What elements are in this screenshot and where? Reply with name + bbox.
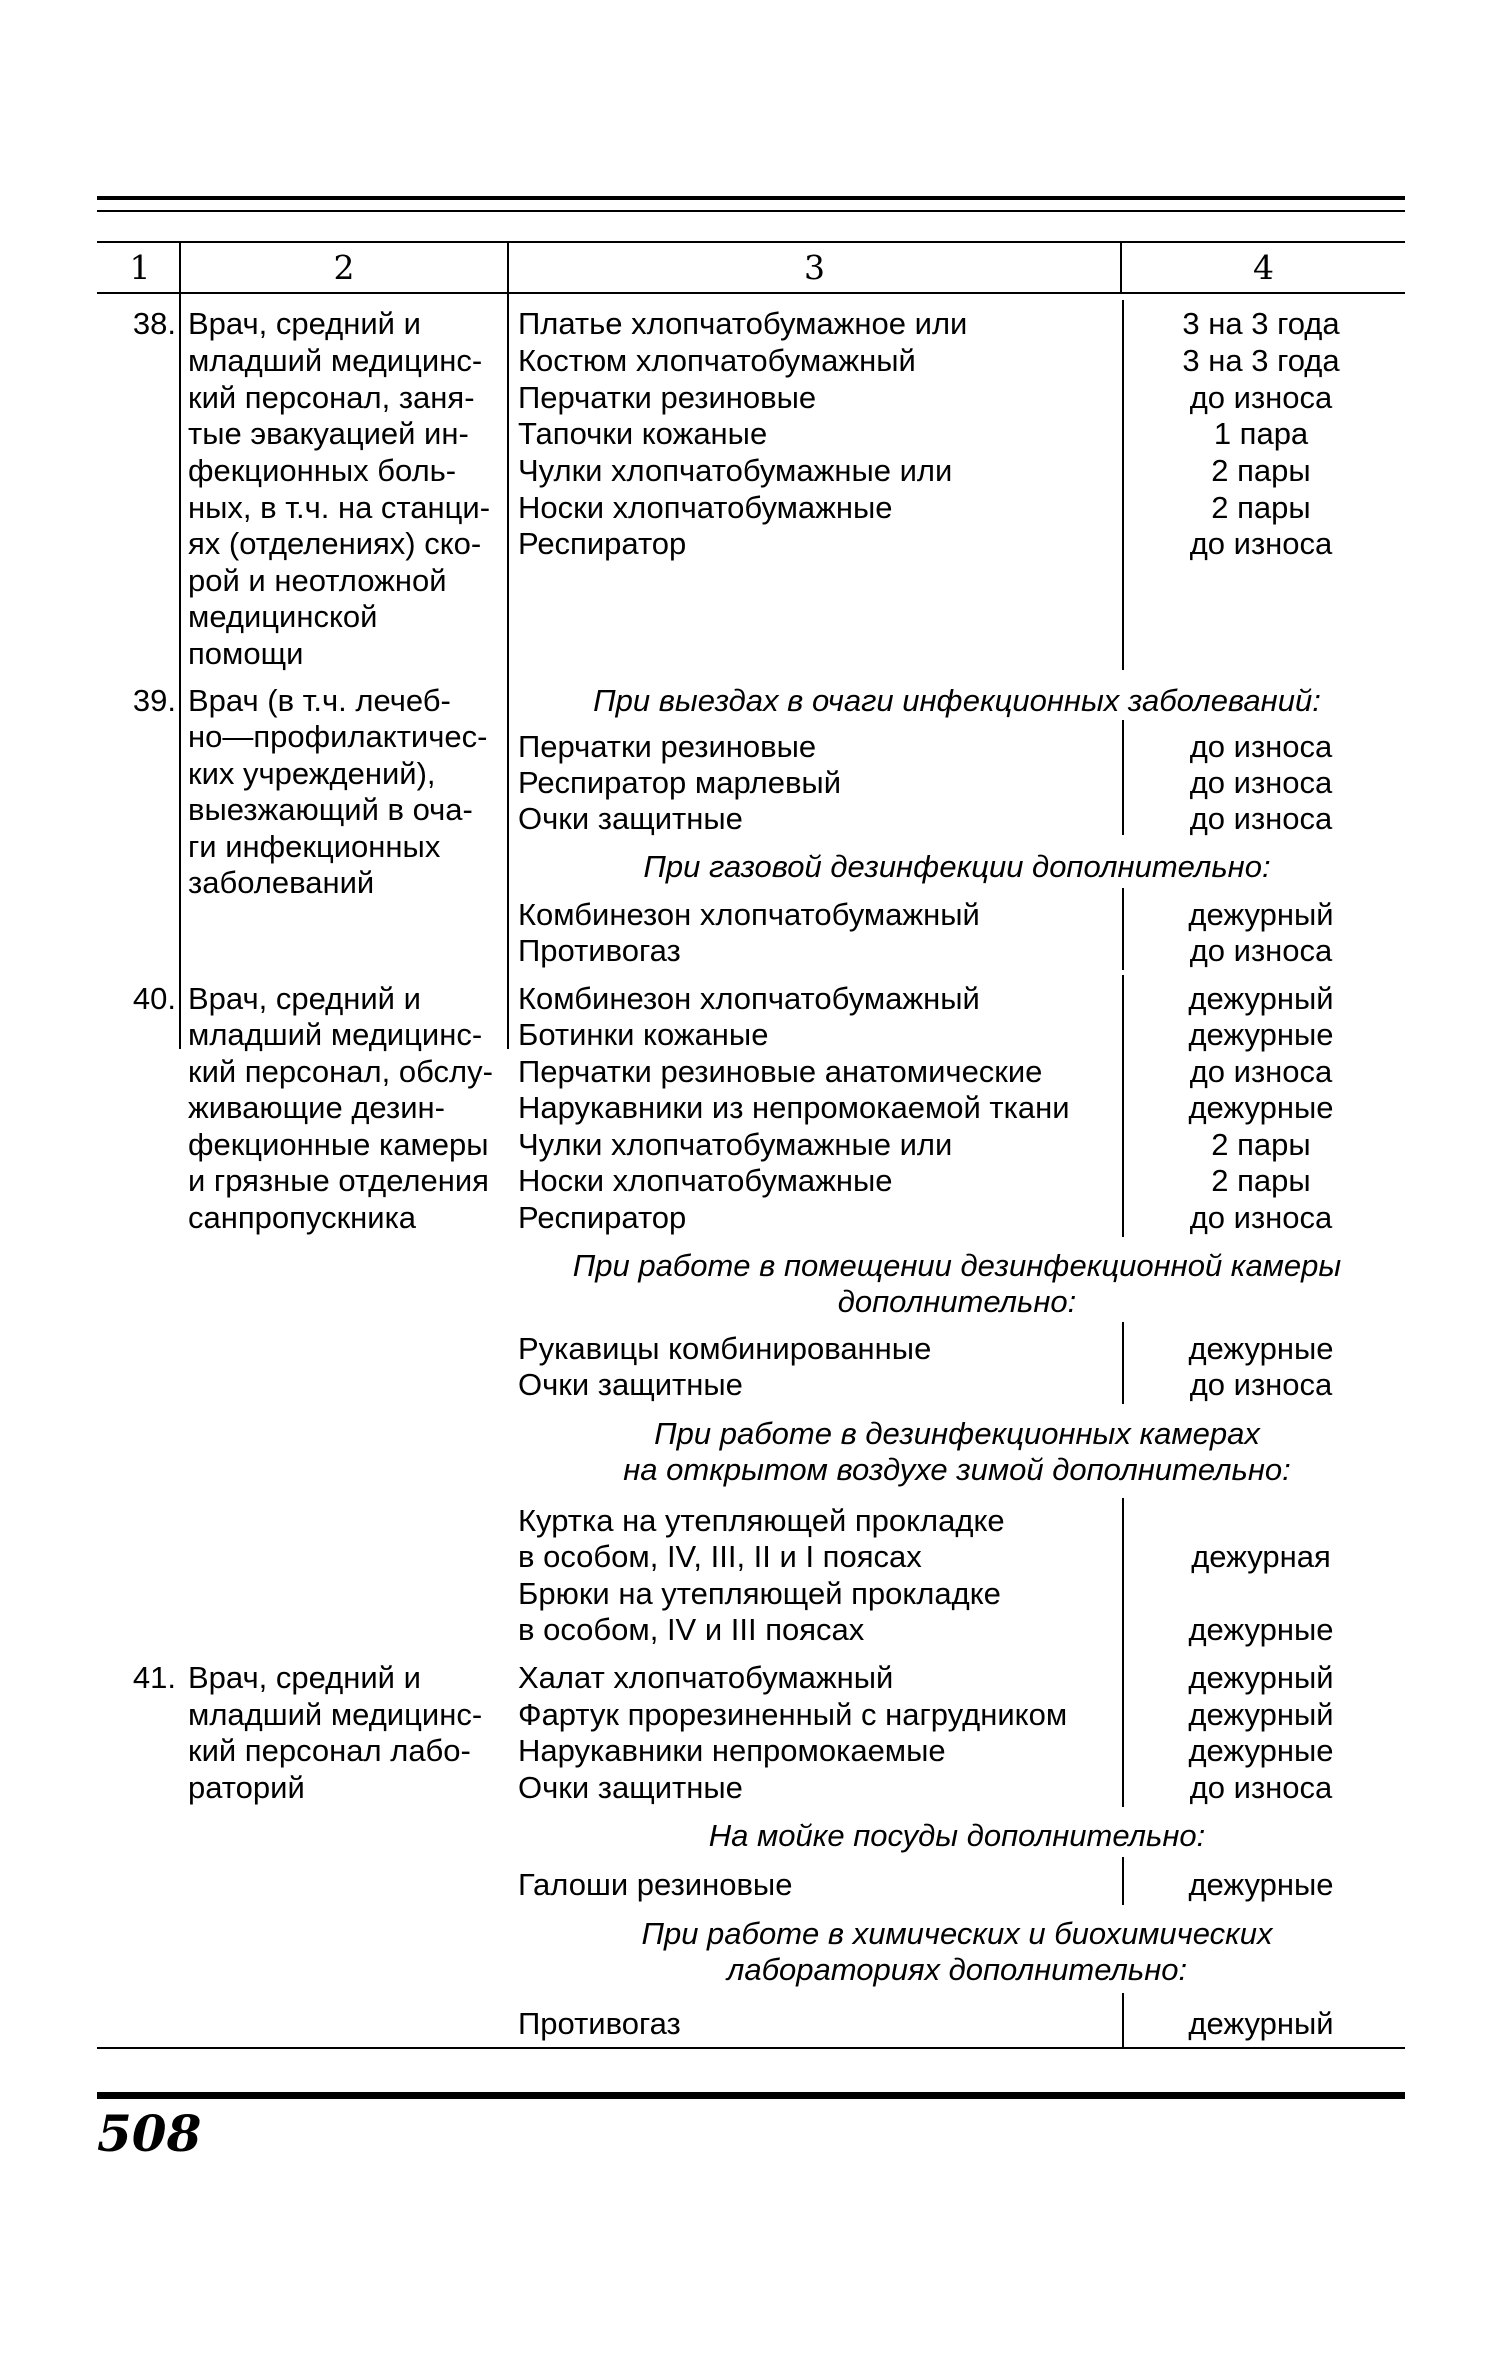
row-description-line: Врач (в т.ч. лечеб- xyxy=(188,683,451,718)
item-norm: до износа xyxy=(1189,1054,1333,1089)
item-name: Чулки хлопчатобумажные или xyxy=(518,453,953,488)
row-description-line: фекционные камеры xyxy=(188,1127,489,1162)
item-norm: дежурный xyxy=(1188,981,1334,1016)
item-norm: 2 пары xyxy=(1211,1163,1311,1198)
page-number: 508 xyxy=(97,2104,202,2163)
section-title: При газовой дезинфекции дополнительно: xyxy=(643,849,1271,884)
section-title: лабораториях дополнительно: xyxy=(726,1952,1188,1987)
item-name: Противогаз xyxy=(518,2006,681,2041)
item-norm: дежурный xyxy=(1188,897,1334,932)
item-name: Галоши резиновые xyxy=(518,1867,793,1902)
item-norm: дежурная xyxy=(1191,1539,1331,1574)
item-name: Ботинки кожаные xyxy=(518,1017,769,1052)
item-name: Фартук прорезиненный с нагрудником xyxy=(518,1697,1068,1732)
item-norm: до износа xyxy=(1189,1367,1333,1402)
item-name: Халат хлопчатобумажный xyxy=(518,1660,894,1695)
item-norm: дежурные xyxy=(1188,1867,1334,1902)
col-divider-3-segment xyxy=(1122,1498,1124,1650)
row-description-line: рой и неотложной xyxy=(188,563,447,598)
item-norm: до износа xyxy=(1189,1200,1333,1235)
header-col-3: 3 xyxy=(804,248,825,287)
row-description-line: выезжающий в оча- xyxy=(188,792,473,827)
row-description-line: ях (отделениях) ско- xyxy=(188,526,482,561)
item-name: в особом, IV и III поясах xyxy=(518,1612,865,1647)
row-description-line: заболеваний xyxy=(188,865,375,900)
item-norm: 3 на 3 года xyxy=(1182,306,1340,341)
row-description-line: кий персонал, обслу- xyxy=(188,1054,493,1089)
item-norm: до износа xyxy=(1189,729,1333,764)
header-col-2: 2 xyxy=(333,248,355,287)
row-number: 39. xyxy=(132,683,176,718)
row-description-line: кий персонал, заня- xyxy=(188,380,475,415)
section-title: При выездах в очаги инфекционных заболеваний: xyxy=(593,683,1321,718)
col-divider-3-segment xyxy=(1122,300,1124,670)
row-description-line: кий персонал лабо- xyxy=(188,1733,471,1768)
table-top-border xyxy=(97,241,1405,243)
row-description-line: раторий xyxy=(188,1770,305,1805)
col-divider-3-segment xyxy=(1122,888,1124,970)
item-norm: до износа xyxy=(1189,801,1333,836)
item-name: Платье хлопчатобумажное или xyxy=(518,306,968,341)
col-divider-3-segment xyxy=(1122,720,1124,835)
item-norm: дежурные xyxy=(1188,1612,1334,1647)
item-norm: дежурный xyxy=(1188,1660,1334,1695)
item-name: Костюм хлопчатобумажный xyxy=(518,343,916,378)
item-name: Брюки на утепляющей прокладке xyxy=(518,1576,1001,1611)
section-title: При работе в помещении дезинфекционной камеры xyxy=(572,1248,1342,1283)
col-divider-1 xyxy=(179,241,181,1049)
item-name: Носки хлопчатобумажные xyxy=(518,1163,893,1198)
row-description-line: Врач, средний и xyxy=(188,981,421,1016)
item-name: в особом, IV, III, II и I поясах xyxy=(518,1539,922,1574)
item-name: Перчатки резиновые xyxy=(518,729,817,764)
row-description-line: младший медицинс- xyxy=(188,343,483,378)
section-title: При работе в химических и биохимических xyxy=(641,1916,1273,1951)
section-title: дополнительно: xyxy=(837,1284,1077,1319)
footer-rule xyxy=(97,2092,1405,2099)
section-title: на открытом воздухе зимой дополнительно: xyxy=(623,1452,1291,1487)
top-rule-2 xyxy=(97,210,1405,212)
item-norm: до износа xyxy=(1189,933,1333,968)
row-description-line: младший медицинс- xyxy=(188,1017,483,1052)
item-name: Перчатки резиновые анатомические xyxy=(518,1054,1043,1089)
item-name: Комбинезон хлопчатобумажный xyxy=(518,981,980,1016)
item-norm: до износа xyxy=(1189,380,1333,415)
item-name: Перчатки резиновые xyxy=(518,380,817,415)
row-description-line: санпропускника xyxy=(188,1200,417,1235)
item-norm: дежурные xyxy=(1188,1090,1334,1125)
table-bottom-border xyxy=(97,2047,1405,2049)
item-name: Очки защитные xyxy=(518,1367,743,1402)
row-number: 38. xyxy=(132,306,176,341)
item-norm: дежурные xyxy=(1188,1733,1334,1768)
item-name: Нарукавники непромокаемые xyxy=(518,1733,946,1768)
item-norm: 3 на 3 года xyxy=(1182,343,1340,378)
item-norm: дежурные xyxy=(1188,1017,1334,1052)
row-description-line: Врач, средний и xyxy=(188,1660,421,1695)
item-norm: 2 пары xyxy=(1211,1127,1311,1162)
item-name: Комбинезон хлопчатобумажный xyxy=(518,897,980,932)
item-name: Тапочки кожаные xyxy=(518,416,768,451)
section-title: На мойке посуды дополнительно: xyxy=(708,1818,1206,1853)
row-description-line: и грязные отделения xyxy=(188,1163,489,1198)
item-name: Нарукавники из непромокаемой ткани xyxy=(518,1090,1070,1125)
col-divider-3-segment xyxy=(1122,1993,1124,2047)
item-name: Очки защитные xyxy=(518,801,743,836)
row-number: 41. xyxy=(132,1660,176,1695)
item-name: Респиратор xyxy=(518,1200,687,1235)
col-divider-3-segment xyxy=(1122,1650,1124,1807)
item-norm: дежурный xyxy=(1188,1697,1334,1732)
row-description-line: ных, в т.ч. на станци- xyxy=(188,490,491,525)
item-norm: дежурные xyxy=(1188,1331,1334,1366)
item-name: Чулки хлопчатобумажные или xyxy=(518,1127,953,1162)
item-norm: до износа xyxy=(1189,1770,1333,1805)
item-norm: 2 пары xyxy=(1211,453,1311,488)
row-description-line: тые эвакуацией ин- xyxy=(188,416,469,451)
section-title: При работе в дезинфекционных камерах xyxy=(654,1416,1260,1451)
col-divider-3-segment xyxy=(1122,1322,1124,1404)
top-rule-1 xyxy=(97,196,1405,200)
row-description-line: младший медицинс- xyxy=(188,1697,483,1732)
item-name: Куртка на утепляющей прокладке xyxy=(518,1503,1005,1538)
item-name: Противогаз xyxy=(518,933,681,968)
row-description-line: ги инфекционных xyxy=(188,829,441,864)
item-name: Носки хлопчатобумажные xyxy=(518,490,893,525)
col-divider-3-segment xyxy=(1122,975,1124,1237)
item-norm: до износа xyxy=(1189,526,1333,561)
item-name: Респиратор марлевый xyxy=(518,765,842,800)
item-norm: дежурный xyxy=(1188,2006,1334,2041)
header-col-1: 1 xyxy=(129,248,151,287)
row-description-line: живающие дезин- xyxy=(188,1090,445,1125)
col-divider-2 xyxy=(507,241,509,1049)
item-name: Очки защитные xyxy=(518,1770,743,1805)
row-description-line: медицинской xyxy=(188,599,378,634)
row-description-line: Врач, средний и xyxy=(188,306,421,341)
col-divider-3-segment xyxy=(1122,1857,1124,1905)
header-col-4: 4 xyxy=(1253,248,1274,287)
item-norm: до износа xyxy=(1189,765,1333,800)
item-name: Респиратор xyxy=(518,526,687,561)
item-norm: 2 пары xyxy=(1211,490,1311,525)
row-description-line: фекционных боль- xyxy=(188,453,457,488)
item-name: Рукавицы комбинированные xyxy=(518,1331,932,1366)
row-description-line: но—профилактичес- xyxy=(188,719,488,754)
row-number: 40. xyxy=(132,981,176,1016)
row-description-line: ких учреждений), xyxy=(188,756,436,791)
header-bottom-border xyxy=(97,292,1405,294)
item-norm: 1 пара xyxy=(1213,416,1309,451)
row-description-line: помощи xyxy=(188,636,304,671)
